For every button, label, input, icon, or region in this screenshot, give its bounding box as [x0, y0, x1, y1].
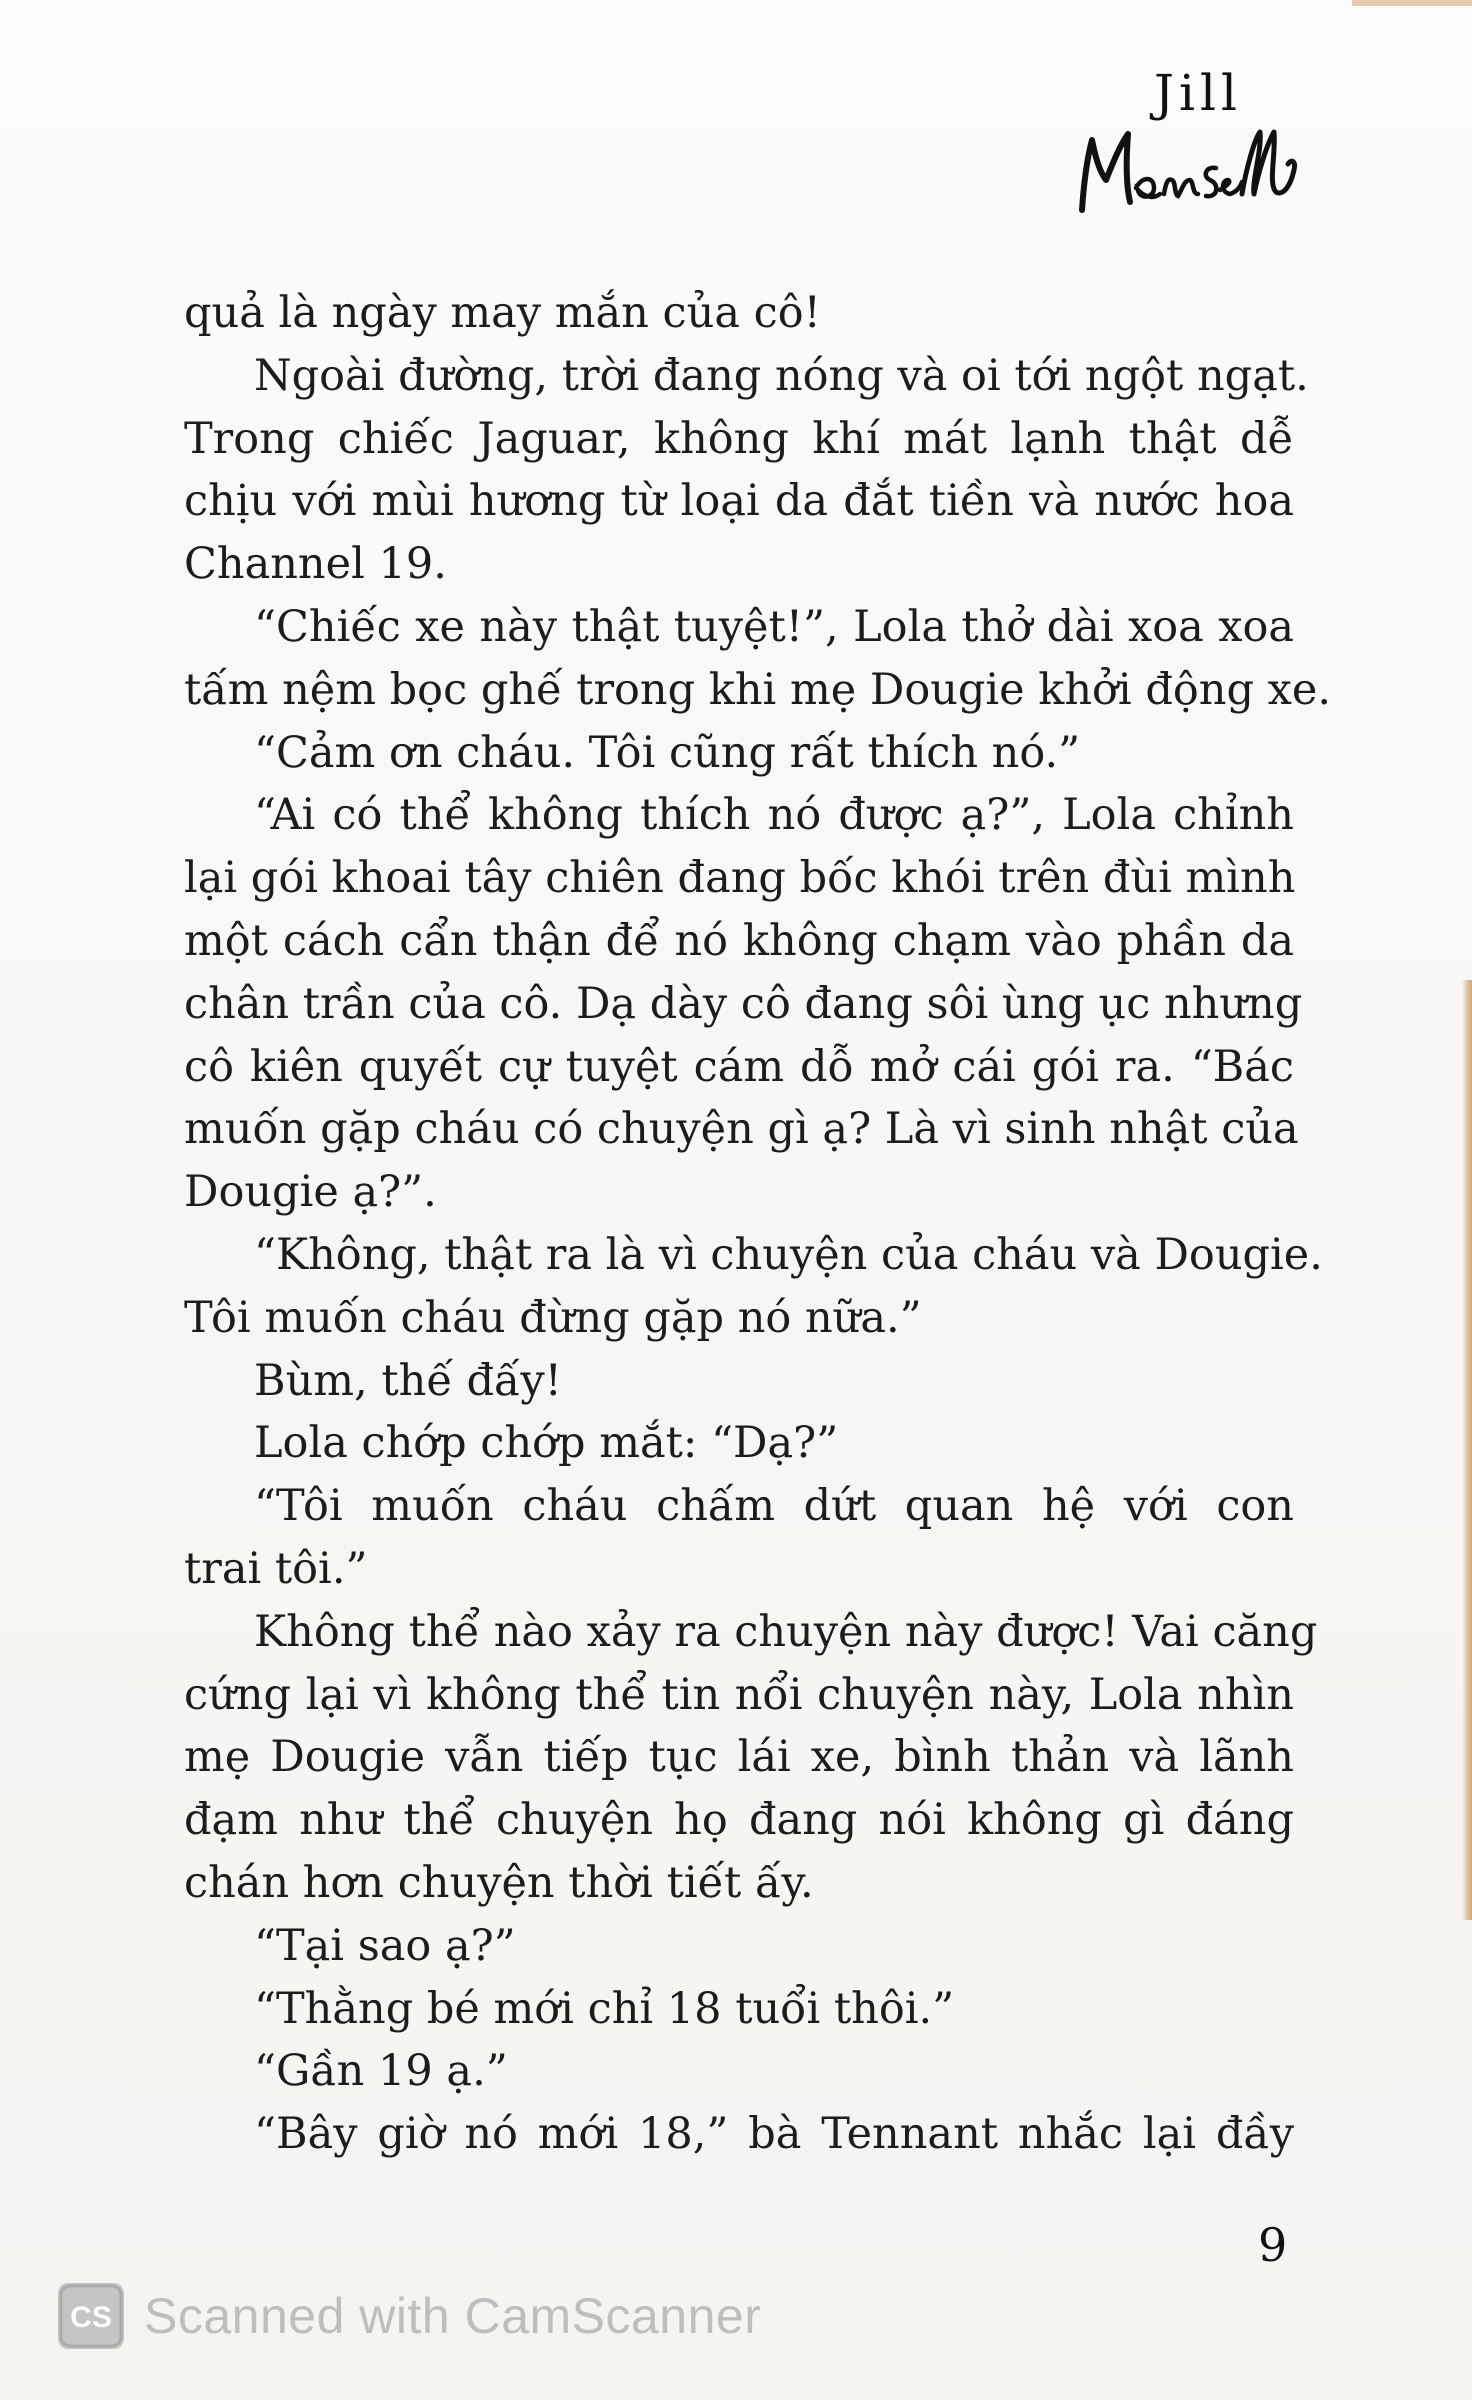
text-line: “Cảm ơn cháu. Tôi cũng rất thích nó.”: [254, 727, 1081, 778]
text-line: “Ai có thể không thích nó được ạ?”, Lola chỉnh: [254, 790, 1294, 841]
text-line: muốn gặp cháu có chuyện gì ạ? Là vì sinh nhật của: [184, 1104, 1299, 1155]
text-line: “Không, thật ra là vì chuyện của cháu và Dougie.: [254, 1229, 1323, 1280]
text-line: tấm nệm bọc ghế trong khi mẹ Dougie khởi động xe.: [184, 664, 1332, 715]
scan-edge-right: [1462, 980, 1472, 1920]
text-line: “Thằng bé mới chỉ 18 tuổi thôi.”: [254, 1983, 955, 2034]
text-line: Tôi muốn cháu đừng gặp nó nữa.”: [184, 1292, 922, 1343]
body-text: [184, 282, 1332, 2166]
text-line: cô kiên quyết cự tuyệt cám dỗ mở cái gói ra. “Bác: [184, 1041, 1294, 1092]
text-line: “Bây giờ nó mới 18,” bà Tennant nhắc lại đầy: [254, 2109, 1294, 2160]
text-line: một cách cẩn thận để nó không chạm vào phần da: [184, 915, 1294, 966]
text-line: Ngoài đường, trời đang nóng và oi tới ngột ngạt.: [254, 350, 1309, 401]
text-line: “Tại sao ạ?”: [254, 1920, 516, 1971]
text-line: chịu với mùi hương từ loại da đắt tiền và nước hoa: [184, 476, 1294, 527]
text-line: quả là ngày may mắn của cô!: [184, 288, 821, 338]
text-line: Dougie ạ?”.: [184, 1167, 437, 1218]
scan-edge-top: [1352, 0, 1472, 6]
author-first-name: Jill: [1154, 64, 1243, 122]
text-line: lại gói khoai tây chiên đang bốc khói trên đùi mình: [184, 853, 1296, 904]
text-line: đạm như thể chuyện họ đang nói không gì đáng: [184, 1795, 1294, 1846]
camscanner-logo-icon: [58, 2283, 124, 2349]
text-line: Bùm, thế đấy!: [254, 1355, 562, 1406]
text-line: chán hơn chuyện thời tiết ấy.: [184, 1857, 814, 1908]
text-line: Không thể nào xảy ra chuyện này được! Vai căng: [254, 1606, 1318, 1657]
text-line: chân trần của cô. Dạ dày cô đang sôi ùng ục nhưng: [184, 978, 1303, 1029]
camscanner-watermark: [58, 2280, 761, 2352]
text-line: Lola chớp chớp mắt: “Dạ?”: [254, 1418, 839, 1469]
text-line: Trong chiếc Jaguar, không khí mát lạnh thật dễ: [184, 413, 1294, 464]
watermark-text: Scanned with CamScanner: [144, 2288, 762, 2344]
text-line: Channel 19.: [184, 539, 447, 590]
author-signature-logo: [1070, 110, 1320, 220]
page-number: 9: [1258, 2218, 1288, 2272]
text-line: cứng lại vì không thể tin nổi chuyện này, Lola nhìn: [184, 1669, 1294, 1720]
svg-text:CS: CS: [70, 2301, 112, 2334]
text-line: “Tôi muốn cháu chấm dứt quan hệ với con: [254, 1481, 1294, 1532]
text-line: “Chiếc xe này thật tuyệt!”, Lola thở dài xoa xoa: [254, 601, 1294, 652]
author-header: [1070, 60, 1330, 220]
text-line: mẹ Dougie vẫn tiếp tục lái xe, bình thản và lãnh: [184, 1732, 1294, 1783]
text-line: trai tôi.”: [184, 1543, 368, 1594]
text-line: “Gần 19 ạ.”: [254, 2046, 508, 2097]
